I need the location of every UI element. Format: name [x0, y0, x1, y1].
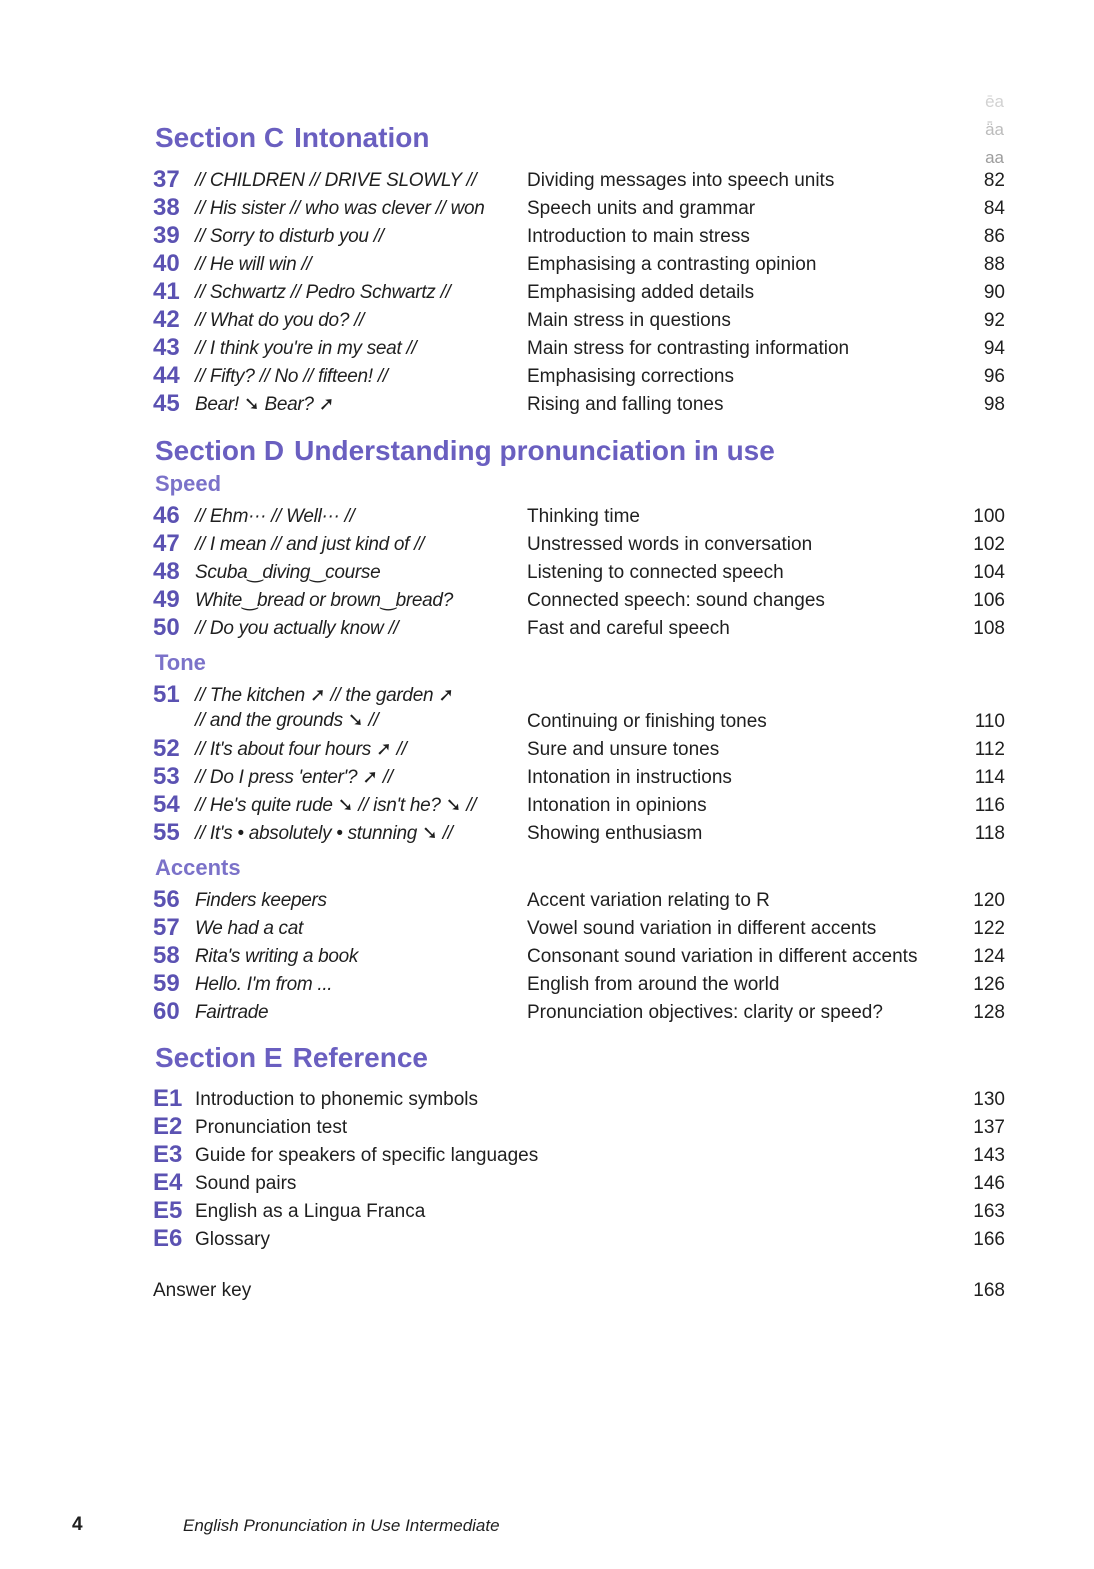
unit-example: // I think you're in my seat //	[195, 338, 417, 359]
faint-mark-1: ēa	[985, 92, 1004, 111]
unit-page: 86	[983, 226, 1005, 247]
unit-example: Finders keepers	[195, 890, 327, 911]
unit-page: 122	[973, 918, 1005, 939]
unit-page: 114	[974, 767, 1005, 788]
unit-page: 110	[974, 711, 1005, 732]
reference-number: E3	[153, 1141, 183, 1168]
reference-topic: Guide for speakers of specific languages	[195, 1145, 539, 1166]
footer-book-title: English Pronunciation in Use Intermediate	[183, 1516, 500, 1535]
unit-example: // What do you do? //	[195, 310, 365, 331]
footer-page-number: 4	[72, 1514, 83, 1535]
unit-example: White‿bread or brown‿bread?	[195, 590, 453, 611]
unit-page: 84	[983, 198, 1005, 219]
faint-page-marks	[964, 88, 1004, 172]
unit-page: 90	[983, 282, 1005, 303]
unit-number: 56	[153, 886, 180, 913]
reference-page: 130	[973, 1089, 1005, 1110]
unit-number: 50	[153, 614, 180, 641]
unit-number: 44	[153, 362, 180, 389]
section-e-heading	[155, 1042, 428, 1074]
unit-number: 42	[153, 306, 180, 333]
unit-row[interactable]	[153, 250, 1005, 278]
unit-number: 52	[153, 735, 180, 762]
unit-example: // CHILDREN // DRIVE SLOWLY //	[195, 170, 477, 191]
unit-topic: Rising and falling tones	[527, 394, 724, 415]
unit-example: We had a cat	[195, 918, 304, 939]
reference-page: 146	[973, 1173, 1005, 1194]
unit-example: // Do I press 'enter'? ➚ //	[195, 767, 393, 788]
unit-topic: Main stress for contrasting information	[527, 338, 850, 359]
section-d-title: Understanding pronunciation in use	[294, 435, 775, 466]
reference-number: E2	[153, 1113, 183, 1140]
unit-page: 106	[973, 590, 1005, 611]
reference-row[interactable]	[153, 1085, 1005, 1113]
unit-page: 128	[973, 1002, 1005, 1023]
unit-page: 102	[973, 534, 1005, 555]
unit-number: 49	[153, 586, 180, 613]
unit-number: 58	[153, 942, 180, 969]
unit-page: 92	[983, 310, 1005, 331]
unit-page: 126	[973, 974, 1005, 995]
reference-row[interactable]	[153, 1169, 1005, 1197]
unit-row[interactable]	[153, 819, 1005, 847]
unit-row[interactable]	[153, 166, 1005, 194]
unit-topic: Speech units and grammar	[527, 198, 756, 219]
section-e-title: Reference	[292, 1042, 428, 1073]
unit-number: 54	[153, 791, 180, 818]
unit-page: 88	[983, 254, 1005, 275]
unit-row[interactable]	[153, 614, 1005, 642]
reference-topic: Glossary	[195, 1229, 270, 1250]
unit-page: 116	[974, 795, 1005, 816]
unit-topic: Unstressed words in conversation	[527, 534, 813, 555]
unit-example: // Fifty? // No // fifteen! //	[195, 366, 388, 387]
unit-page: 124	[973, 946, 1005, 967]
unit-row[interactable]	[153, 914, 1005, 942]
unit-topic: Showing enthusiasm	[527, 823, 703, 844]
reference-topic: Introduction to phonemic symbols	[195, 1089, 479, 1110]
unit-number: 38	[153, 194, 180, 221]
unit-topic: Introduction to main stress	[527, 226, 750, 247]
unit-topic: Dividing messages into speech units	[527, 170, 835, 191]
section-e-label: Section E	[155, 1042, 283, 1073]
unit-example: // I mean // and just kind of //	[195, 534, 425, 555]
unit-topic: Fast and careful speech	[527, 618, 730, 639]
unit-topic: Emphasising added details	[527, 282, 755, 303]
unit-row[interactable]	[153, 586, 1005, 614]
faint-mark-2: ǟa	[985, 120, 1004, 139]
unit-topic: Emphasising a contrasting opinion	[527, 254, 817, 275]
reference-number: E1	[153, 1085, 183, 1112]
unit-row[interactable]	[153, 222, 1005, 250]
unit-row[interactable]	[153, 530, 1005, 558]
accents-heading: Accents	[155, 855, 241, 880]
reference-row[interactable]	[153, 1113, 1005, 1141]
unit-number: 41	[153, 278, 180, 305]
unit-topic: Emphasising corrections	[527, 366, 734, 387]
unit-number: 59	[153, 970, 180, 997]
unit-example: // Do you actually know //	[195, 618, 399, 639]
unit-row[interactable]	[153, 942, 1005, 970]
unit-page: 82	[983, 170, 1005, 191]
unit-number: 60	[153, 998, 180, 1025]
unit-number: 48	[153, 558, 180, 585]
unit-topic: Intonation in instructions	[527, 767, 732, 788]
unit-example: // The kitchen ➚ // the garden ➚	[195, 685, 454, 706]
reference-topic: Sound pairs	[195, 1173, 297, 1194]
unit-row[interactable]	[153, 681, 1005, 737]
answer-key-page: 168	[973, 1280, 1005, 1301]
unit-page: 108	[973, 618, 1005, 639]
unit-example: Bear! ➘ Bear? ➚	[195, 394, 335, 415]
reference-page: 143	[973, 1145, 1005, 1166]
unit-row[interactable]	[153, 791, 1005, 819]
unit-row[interactable]	[153, 502, 1005, 530]
section-c-label: Section C	[155, 122, 285, 153]
section-c-title: Intonation	[294, 122, 430, 153]
answer-key-row[interactable]	[153, 1278, 1005, 1306]
tone-heading: Tone	[155, 650, 206, 675]
unit-row[interactable]	[153, 970, 1005, 998]
unit-topic: Listening to connected speech	[527, 562, 784, 583]
reference-number: E5	[153, 1197, 183, 1224]
speed-heading: Speed	[155, 471, 222, 496]
reference-page: 163	[973, 1201, 1005, 1222]
unit-page: 96	[983, 366, 1005, 387]
unit-number: 40	[153, 250, 180, 277]
unit-page: 98	[983, 394, 1005, 415]
unit-row[interactable]	[153, 362, 1005, 390]
unit-example: // He's quite rude ➘ // isn't he? ➘ //	[195, 795, 477, 816]
unit-number: 43	[153, 334, 180, 361]
unit-page: 120	[973, 890, 1005, 911]
unit-row[interactable]	[153, 998, 1005, 1026]
unit-number: 47	[153, 530, 180, 557]
unit-row[interactable]	[153, 334, 1005, 362]
unit-example: // Sorry to disturb you //	[195, 226, 384, 247]
section-d-heading	[155, 435, 775, 467]
unit-page: 104	[973, 562, 1005, 583]
reference-topic: Pronunciation test	[195, 1117, 348, 1138]
reference-row[interactable]	[153, 1225, 1005, 1253]
unit-number: 53	[153, 763, 180, 790]
unit-row[interactable]	[153, 886, 1005, 914]
unit-topic: English from around the world	[527, 974, 780, 995]
unit-topic: Main stress in questions	[527, 310, 731, 331]
unit-topic: Consonant sound variation in different accents	[527, 946, 918, 967]
unit-example: Fairtrade	[195, 1002, 269, 1023]
unit-topic: Accent variation relating to R	[527, 890, 770, 911]
reference-topic: English as a Lingua Franca	[195, 1201, 426, 1222]
unit-example: // It's • absolutely • stunning ➘ //	[195, 823, 453, 844]
unit-row[interactable]	[153, 390, 1005, 418]
unit-topic: Thinking time	[527, 506, 640, 527]
reference-row[interactable]	[153, 1141, 1005, 1169]
reference-page: 166	[973, 1229, 1005, 1250]
unit-number: 55	[153, 819, 180, 846]
unit-topic: Intonation in opinions	[527, 795, 707, 816]
unit-page: 94	[983, 338, 1005, 359]
unit-number: 46	[153, 502, 180, 529]
unit-topic: Continuing or finishing tones	[527, 711, 767, 732]
unit-example: // Ehm··· // Well··· //	[195, 506, 355, 527]
unit-number: 57	[153, 914, 180, 941]
unit-number: 45	[153, 390, 180, 417]
unit-row[interactable]	[153, 763, 1005, 791]
unit-row[interactable]	[153, 278, 1005, 306]
unit-row[interactable]	[153, 194, 1005, 222]
unit-topic: Sure and unsure tones	[527, 739, 720, 760]
unit-page: 100	[973, 506, 1005, 527]
reference-row[interactable]	[153, 1197, 1005, 1225]
section-d-label: Section D	[155, 435, 285, 466]
unit-page: 118	[974, 823, 1005, 844]
unit-example: Scuba‿diving‿course	[195, 562, 381, 583]
unit-number: 51	[153, 681, 180, 708]
section-c-heading	[155, 122, 429, 154]
answer-key-label: Answer key	[153, 1280, 252, 1301]
unit-page: 112	[974, 739, 1005, 760]
faint-mark-3: aa	[985, 148, 1004, 167]
unit-example: // His sister // who was clever // won	[195, 198, 485, 219]
reference-number: E6	[153, 1225, 183, 1252]
unit-example-continued: // and the grounds ➘ //	[195, 710, 379, 731]
unit-example: Hello. I'm from ...	[195, 974, 333, 995]
unit-row[interactable]	[153, 306, 1005, 334]
unit-topic: Connected speech: sound changes	[527, 590, 825, 611]
unit-example: // He will win //	[195, 254, 312, 275]
unit-row[interactable]	[153, 735, 1005, 763]
unit-example: Rita's writing a book	[195, 946, 359, 967]
reference-page: 137	[973, 1117, 1005, 1138]
unit-topic: Vowel sound variation in different accents	[527, 918, 877, 939]
reference-number: E4	[153, 1169, 183, 1196]
unit-row[interactable]	[153, 558, 1005, 586]
unit-example: // It's about four hours ➚ //	[195, 739, 407, 760]
unit-topic: Pronunciation objectives: clarity or speed?	[527, 1002, 883, 1023]
unit-example: // Schwartz // Pedro Schwartz //	[195, 282, 451, 303]
unit-number: 39	[153, 222, 180, 249]
unit-number: 37	[153, 166, 180, 193]
